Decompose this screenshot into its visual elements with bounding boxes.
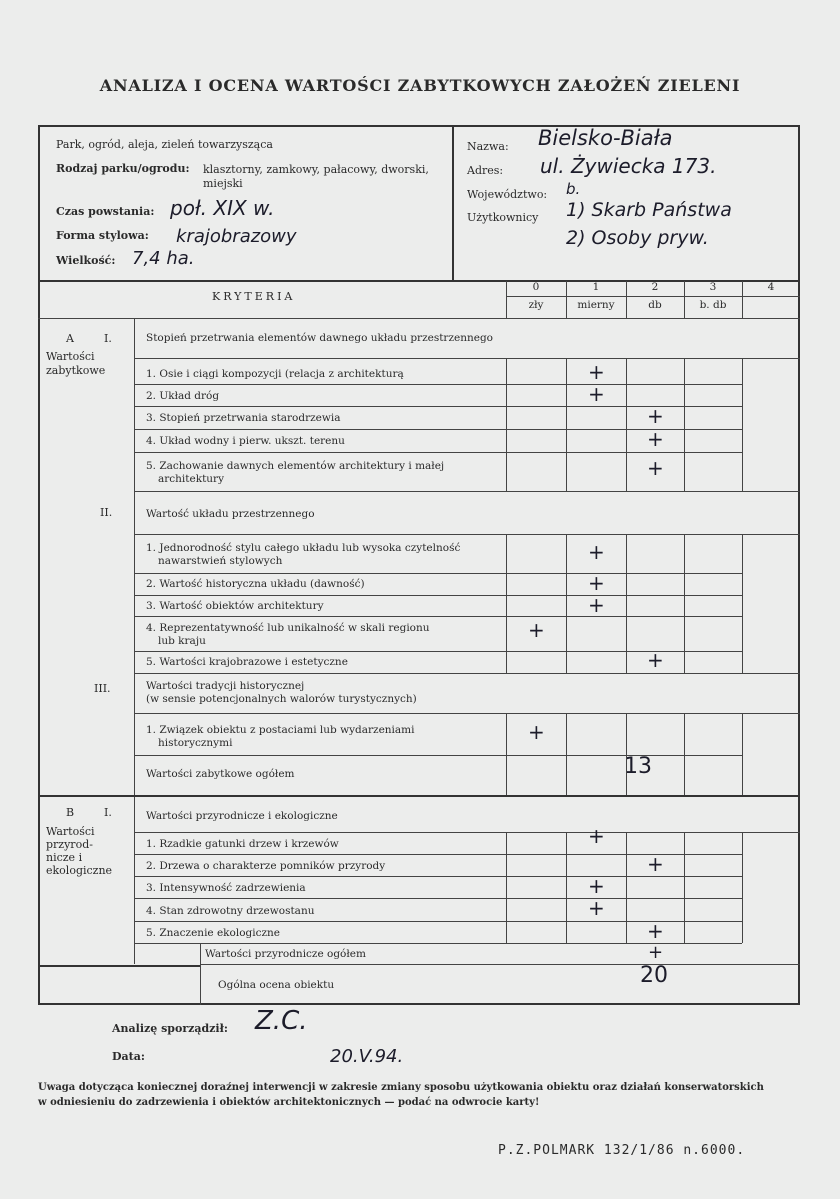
section-separator	[38, 795, 800, 797]
a1-item-3: 3. Stopień przetrwania starodrzewia	[146, 412, 341, 424]
score-name-3: b. db	[699, 299, 727, 311]
score-mark-b-2: +	[647, 852, 664, 876]
section-b-name-1: Wartości	[46, 825, 95, 838]
row-line	[134, 832, 800, 833]
header-divider	[452, 127, 454, 281]
score-column-line	[626, 832, 627, 943]
adres-label: Adres:	[467, 164, 504, 177]
a2-item-4-cont: lub kraju	[158, 635, 206, 647]
score-column-line	[742, 832, 743, 943]
score-column-line	[626, 713, 627, 795]
section-col-line-a	[134, 318, 135, 796]
section-b-title: Wartości przyrodnicze i ekologiczne	[146, 810, 338, 822]
overall-value: 20	[640, 963, 668, 988]
overall-label: Ogólna ocena obiektu	[218, 979, 335, 991]
group-2-roman: II.	[100, 506, 113, 519]
score-mark-a1-2: +	[588, 382, 605, 406]
score-mark-a1-1: +	[588, 360, 605, 384]
section-b-name-3: nicze i	[46, 851, 83, 864]
group-2-title: Wartość układu przestrzennego	[146, 508, 315, 520]
group-1-title: Stopień przetrwania elementów dawnego układu przestrzennego	[146, 332, 493, 344]
score-column-line	[626, 534, 627, 673]
score-col-top-0	[506, 281, 507, 318]
section-a-total-value: 13	[624, 754, 652, 779]
score-column-line	[566, 713, 567, 795]
a2-item-5: 5. Wartości krajobrazowe i estetyczne	[146, 656, 348, 668]
score-mark-b-4: +	[588, 896, 605, 920]
b-item-3: 3. Intensywność zadrzewienia	[146, 882, 306, 894]
score-column-line	[742, 713, 743, 795]
section-a-roman: I.	[104, 332, 112, 345]
b-item-2: 2. Drzewa o charakterze pomników przyrody	[146, 860, 386, 872]
criteria-header-bottom	[38, 318, 800, 319]
row-line	[134, 384, 742, 385]
score-column-line	[506, 713, 507, 795]
a2-item-3: 3. Wartość obiektów architektury	[146, 600, 324, 612]
row-line	[134, 452, 742, 453]
a3-item-1-cont: historycznymi	[158, 737, 233, 749]
uzytkownicy-value-2: 2) Osoby pryw.	[566, 227, 709, 249]
score-mark-a1-4: +	[647, 427, 664, 451]
score-name-0: zły	[528, 299, 544, 311]
section-b-letter: B	[66, 806, 75, 819]
a2-item-2: 2. Wartość historyczna układu (dawność)	[146, 578, 365, 590]
wojewodztwo-label: Województwo:	[467, 188, 548, 201]
section-b-total-value: +	[648, 942, 664, 963]
score-col-top-2	[626, 281, 627, 318]
czas-value: poł. XIX w.	[170, 196, 275, 220]
row-line	[134, 876, 742, 877]
score-col-top-1	[566, 281, 567, 318]
park-type-label: Park, ogród, aleja, zieleń towarzysząca	[56, 138, 273, 151]
score-column-line	[684, 534, 685, 673]
wielkosc-value: 7,4 ha.	[132, 248, 195, 269]
print-id: P.Z.POLMARK 132/1/86 n.6000.	[498, 1143, 746, 1158]
score-column-line	[566, 358, 567, 491]
section-a-letter: A	[66, 332, 74, 345]
score-column-line	[684, 713, 685, 795]
score-column-line	[506, 832, 507, 943]
row-line	[134, 616, 742, 617]
kryteria-label: KRYTERIA	[212, 290, 296, 303]
row-line	[134, 898, 742, 899]
score-mark-a2-3: +	[588, 593, 605, 617]
analiza-label: Analizę sporządził:	[112, 1022, 228, 1035]
score-column-line	[742, 358, 743, 491]
score-2: 2	[651, 281, 659, 293]
a2-item-1: 1. Jednorodność stylu całego układu lub wysoka czytelność	[146, 542, 461, 554]
uzytkownicy-value-1: 1) Skarb Państwa	[566, 199, 732, 221]
score-4: 4	[767, 281, 775, 293]
overall-left-line	[200, 943, 201, 1005]
a2-item-4: 4. Reprezentatywność lub unikalność w skali regionu	[146, 622, 430, 634]
forma-value: krajobrazowy	[176, 226, 297, 247]
data-value: 20.V.94.	[330, 1046, 404, 1067]
note-line-2: w odniesieniu do zadrzewienia i obiektów architektonicznych — podać na odwrocie karty!	[38, 1097, 540, 1108]
row-line	[134, 573, 742, 574]
score-name-1: mierny	[577, 299, 615, 311]
row-line	[134, 534, 800, 535]
score-mark-b-5: +	[647, 919, 664, 943]
nazwa-value: Bielsko-Biała	[538, 126, 673, 150]
score-name-2: db	[648, 299, 662, 311]
data-label: Data:	[112, 1050, 145, 1063]
score-1: 1	[592, 281, 600, 293]
wojewodztwo-value: b.	[566, 180, 581, 198]
score-col-top-4	[742, 281, 743, 318]
section-col-line-b	[134, 796, 135, 964]
section-b-name-4: ekologiczne	[46, 864, 113, 877]
score-col-top-3	[684, 281, 685, 318]
row-line	[134, 673, 800, 674]
wielkosc-label: Wielkość:	[56, 254, 116, 267]
score-column-line	[566, 832, 567, 943]
score-mark-a2-2: +	[588, 571, 605, 595]
adres-value: ul. Żywiecka 173.	[540, 154, 717, 178]
overall-top-line	[200, 964, 800, 965]
b-item-4: 4. Stan zdrowotny drzewostanu	[146, 905, 315, 917]
a1-item-4: 4. Układ wodny i pierw. ukszt. terenu	[146, 435, 345, 447]
score-0: 0	[532, 281, 540, 293]
row-line	[134, 491, 800, 492]
group-3-title: Wartości tradycji historycznej	[146, 680, 305, 692]
group-3-title-2: (w sensie potencjonalnych walorów turystycznych)	[146, 693, 417, 705]
inner-bottom-line	[38, 965, 200, 967]
section-a-total-label: Wartości zabytkowe ogółem	[146, 768, 295, 780]
score-mark-a1-3: +	[647, 404, 664, 428]
section-b-name-2: przyrod-	[46, 838, 93, 851]
a1-item-5: 5. Zachowanie dawnych elementów architektury i małej	[146, 460, 445, 472]
score-column-line	[566, 534, 567, 673]
a1-item-2: 2. Układ dróg	[146, 390, 220, 402]
score-column-line	[506, 534, 507, 673]
score-mark-a2-1: +	[588, 540, 605, 564]
score-column-line	[506, 358, 507, 491]
section-b-roman: I.	[104, 806, 112, 819]
section-a-name: Wartości zabytkowe	[46, 350, 106, 377]
a2-item-1-cont: nawarstwień stylowych	[158, 555, 283, 567]
score-mark-b-1: +	[588, 824, 605, 848]
uzytkownicy-label: Użytkownicy	[467, 211, 539, 224]
rodzaj-options: klasztorny, zamkowy, pałacowy, dworski,	[203, 163, 429, 176]
row-line	[134, 358, 800, 359]
score-mark-b-3: +	[588, 874, 605, 898]
score-header-line	[506, 296, 800, 297]
a1-item-1: 1. Osie i ciągi kompozycji (relacja z architekturą	[146, 368, 404, 380]
section-b-total-label: Wartości przyrodnicze ogółem	[205, 948, 366, 960]
row-line	[134, 713, 800, 714]
score-mark-a1-5: +	[647, 456, 664, 480]
score-column-line	[742, 534, 743, 673]
b-item-5: 5. Znaczenie ekologiczne	[146, 927, 281, 939]
nazwa-label: Nazwa:	[467, 140, 509, 153]
row-line	[134, 595, 742, 596]
a1-item-5-cont: architektury	[158, 473, 225, 485]
score-mark-a3-1: +	[528, 720, 545, 744]
rodzaj-options-2: miejski	[203, 177, 243, 190]
group-3-roman: III.	[94, 682, 111, 695]
score-3: 3	[709, 281, 717, 293]
czas-label: Czas powstania:	[56, 205, 155, 218]
forma-label: Forma stylowa:	[56, 229, 149, 242]
rodzaj-label: Rodzaj parku/ogrodu:	[56, 162, 190, 175]
analiza-signature: Z.C.	[255, 1006, 308, 1036]
score-mark-a2-4: +	[528, 618, 545, 642]
score-column-line	[684, 832, 685, 943]
a3-item-1: 1. Związek obiektu z postaciami lub wydarzeniami	[146, 724, 415, 736]
score-mark-a2-5: +	[647, 648, 664, 672]
score-column-line	[626, 358, 627, 491]
b-item-1: 1. Rzadkie gatunki drzew i krzewów	[146, 838, 339, 850]
document-title: ANALIZA I OCENA WARTOŚCI ZABYTKOWYCH ZAŁOŻEŃ ZIELENI	[99, 76, 741, 95]
note-line-1: Uwaga dotycząca koniecznej doraźnej interwencji w zakresie zmiany sposobu użytkowania obiektu oraz działań konserwatorskich	[38, 1082, 764, 1093]
score-column-line	[684, 358, 685, 491]
